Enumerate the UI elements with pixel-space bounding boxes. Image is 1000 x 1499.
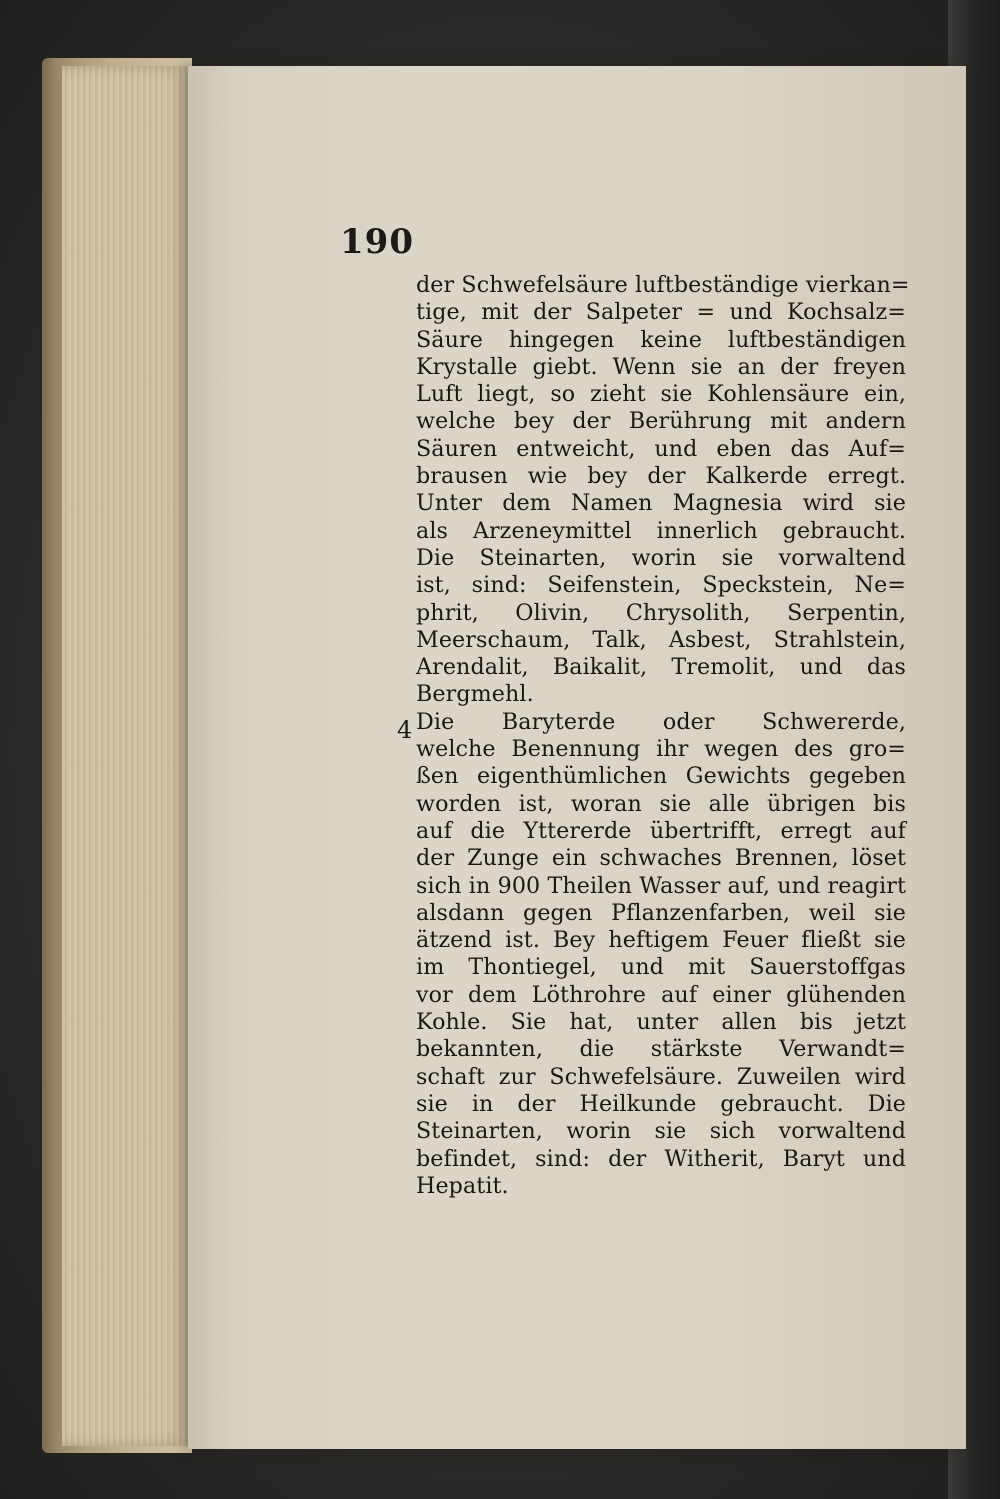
text-line: Säuren entweicht, und eben das Auf= xyxy=(416,435,906,462)
text-line: Hepatit. xyxy=(416,1172,509,1199)
text-line: phrit, Olivin, Chrysolith, Serpentin, xyxy=(416,599,906,626)
text-line: sie in der Heilkunde gebraucht. Die xyxy=(416,1090,906,1117)
text-line: tige, mit der Salpeter = und Kochsalz= xyxy=(416,299,906,326)
text-line: Säure hingegen keine luftbeständigen xyxy=(416,326,906,353)
text-line: Bergmehl. xyxy=(416,681,534,708)
text-line: Die Steinarten, worin sie vorwaltend xyxy=(416,544,906,571)
text-line: bekannten, die stärkste Verwandt= xyxy=(416,1036,906,1063)
text-line: der Zunge ein schwaches Brennen, löset xyxy=(416,845,906,872)
text-line: sich in 900 Theilen Wasser auf, und reagirt xyxy=(416,872,906,899)
page-number: 190 xyxy=(340,222,414,262)
text-line: als Arzeneymittel innerlich gebraucht. xyxy=(416,517,906,544)
text-line: auf die Yttererde übertrifft, erregt auf xyxy=(416,817,906,844)
text-line: alsdann gegen Pflanzenfarben, weil sie xyxy=(416,899,906,926)
text-line: Krystalle giebt. Wenn sie an der freyen xyxy=(416,353,906,380)
text-line: worden ist, woran sie alle übrigen bis xyxy=(416,790,906,817)
text-line: welche Benennung ihr wegen des gro= xyxy=(416,736,906,763)
text-line: im Thontiegel, und mit Sauerstoffgas xyxy=(416,954,906,981)
text-line: Steinarten, worin sie sich vorwaltend xyxy=(416,1118,906,1145)
text-line: ßen eigenthümlichen Gewichts gegeben xyxy=(416,763,906,790)
text-line: der Schwefelsäure luftbeständige vierkan= xyxy=(416,272,910,298)
text-line: Kohle. Sie hat, unter allen bis jetzt xyxy=(416,1009,906,1036)
text-line: ätzend ist. Bey heftigem Feuer fließt sie xyxy=(416,927,906,954)
text-line: brausen wie bey der Kalkerde erregt. xyxy=(416,463,906,490)
text-line: ist, sind: Seifenstein, Speckstein, Ne= xyxy=(416,572,906,599)
text-line: befindet, sind: der Witherit, Baryt und xyxy=(416,1145,906,1172)
section-marker: 4 xyxy=(397,716,413,744)
page-body-text xyxy=(416,272,910,1200)
text-line: welche bey der Berührung mit andern xyxy=(416,408,906,435)
text-line: Unter dem Namen Magnesia wird sie xyxy=(416,490,906,517)
text-line: Arendalit, Baikalit, Tremolit, und das xyxy=(416,654,906,681)
page-stack-edge xyxy=(62,66,202,1446)
text-line: Die Baryterde oder Schwererde, xyxy=(416,708,906,735)
text-line: Meerschaum, Talk, Asbest, Strahlstein, xyxy=(416,626,906,653)
text-line: Luft liegt, so zieht sie Kohlensäure ein, xyxy=(416,381,906,408)
text-line: vor dem Löthrohre auf einer glühenden xyxy=(416,981,906,1008)
text-line: schaft zur Schwefelsäure. Zuweilen wird xyxy=(416,1063,906,1090)
